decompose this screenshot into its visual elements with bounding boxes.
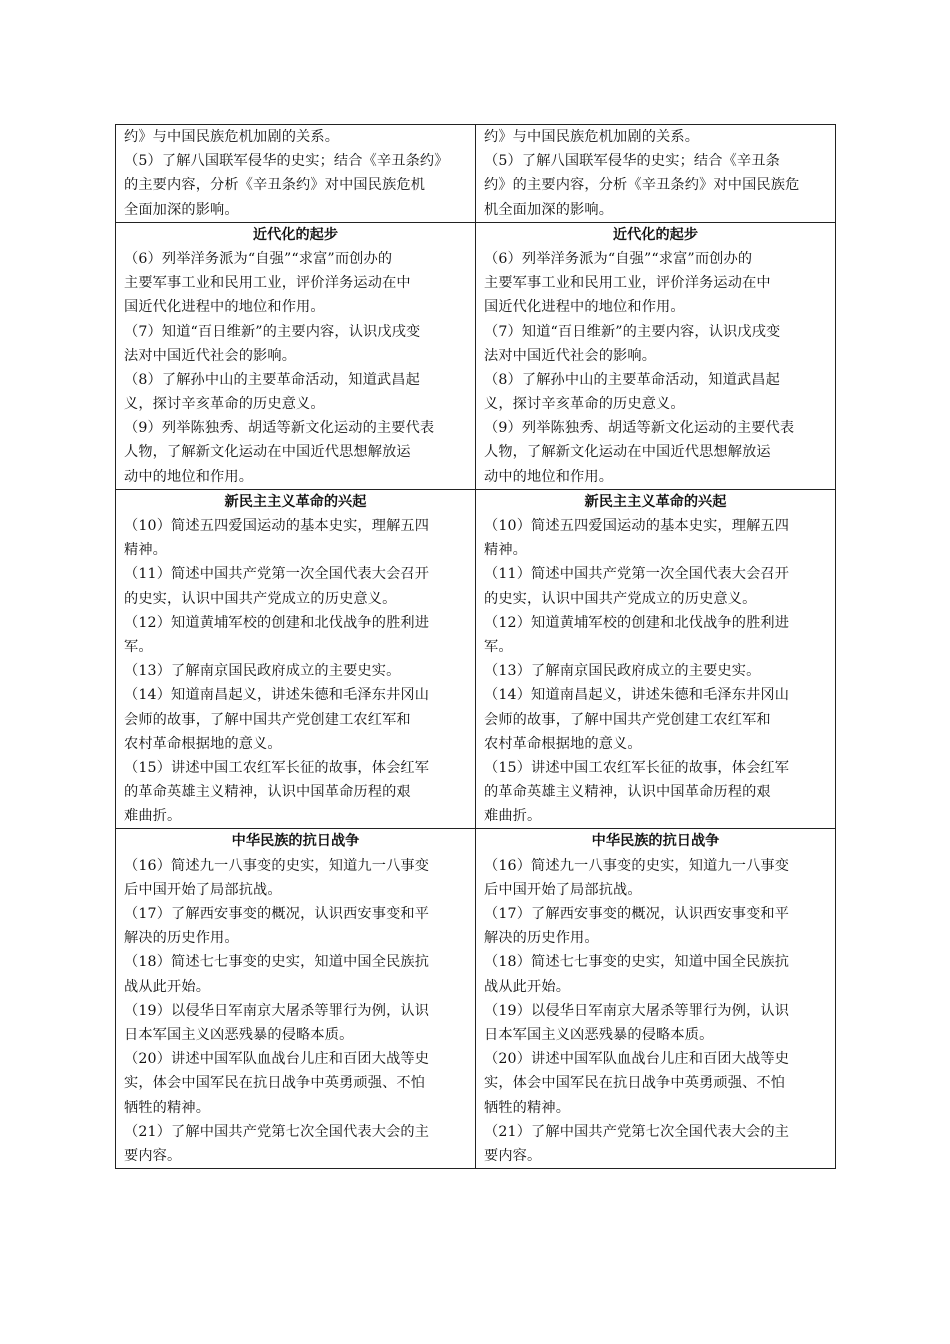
text-line: 精神。 — [484, 542, 528, 559]
text-line: 国近代化进程中的地位和作用。 — [484, 299, 685, 316]
text-line: （6）列举洋务派为“自强”“求富”而创办的 — [124, 250, 393, 267]
text-line: （13）了解南京国民政府成立的主要史实。 — [124, 663, 401, 680]
text-line: （12）知道黄埔军校的创建和北伐战争的胜利进 — [484, 614, 790, 631]
table-row — [116, 125, 836, 223]
text-line: （11）简述中国共产党第一次全国代表大会召开 — [484, 566, 790, 583]
text-line: （21）了解中国共产党第七次全国代表大会的主 — [484, 1123, 790, 1140]
text-line: 日本军国主义凶恶残暴的侵略本质。 — [124, 1026, 354, 1043]
text-line: 的革命英雄主义精神，认识中国革命历程的艰 — [124, 784, 411, 801]
text-line: 牺牲的精神。 — [484, 1099, 571, 1116]
text-line: （21）了解中国共产党第七次全国代表大会的主 — [124, 1123, 430, 1140]
text-line: 军。 — [124, 638, 153, 655]
text-line: （5）了解八国联军侵华的史实；结合《辛丑条 — [484, 153, 780, 170]
text-line: （20）讲述中国军队血战台儿庄和百团大战等史 — [484, 1051, 790, 1068]
text-line: 机全面加深的影响。 — [484, 201, 614, 218]
section-heading: 近代化的起步 — [252, 226, 339, 243]
text-line: 精神。 — [124, 542, 168, 559]
text-line: 解决的历史作用。 — [484, 930, 599, 947]
table-cell-right — [476, 489, 836, 829]
text-line: 战从此开始。 — [484, 978, 571, 995]
text-line: （18）简述七七事变的史实，知道中国全民族抗 — [484, 954, 790, 971]
text-line: （14）知道南昌起义，讲述朱德和毛泽东井冈山 — [124, 687, 430, 704]
text-line: （19）以侵华日军南京大屠杀等罪行为例，认识 — [124, 1002, 430, 1019]
text-line: （7）知道“百日维新”的主要内容，认识戊戌变 — [484, 323, 781, 340]
table-cell-left — [116, 829, 476, 1169]
text-line: 农村革命根据地的意义。 — [124, 735, 282, 752]
text-line: 动中的地位和作用。 — [484, 468, 614, 485]
text-line: 实，体会中国军民在抗日战争中英勇顽强、不怕 — [124, 1075, 426, 1092]
table-cell-right — [476, 125, 836, 223]
text-line: 的主要内容，分析《辛丑条约》对中国民族危机 — [124, 177, 426, 194]
text-line: 的革命英雄主义精神，认识中国革命历程的艰 — [484, 784, 771, 801]
text-line: 的史实，认识中国共产党成立的历史意义。 — [484, 590, 757, 607]
text-line: 战从此开始。 — [124, 978, 211, 995]
text-line: （7）知道“百日维新”的主要内容，认识戊戌变 — [124, 323, 421, 340]
section-heading: 近代化的起步 — [612, 226, 699, 243]
text-line: 会师的故事，了解中国共产党创建工农红军和 — [484, 711, 771, 728]
text-line: （12）知道黄埔军校的创建和北伐战争的胜利进 — [124, 614, 430, 631]
text-line: （14）知道南昌起义，讲述朱德和毛泽东井冈山 — [484, 687, 790, 704]
text-line: 实，体会中国军民在抗日战争中英勇顽强、不怕 — [484, 1075, 786, 1092]
text-line: 约》与中国民族危机加剧的关系。 — [484, 129, 700, 145]
text-line: （5）了解八国联军侵华的史实；结合《辛丑条约》 — [124, 153, 449, 170]
text-line: 约》的主要内容，分析《辛丑条约》对中国民族危 — [484, 177, 800, 194]
text-line: （10）简述五四爱国运动的基本史实，理解五四 — [484, 518, 790, 534]
table-row — [116, 829, 836, 1169]
text-line: 牺牲的精神。 — [124, 1099, 211, 1116]
text-line: （17）了解西安事变的概况，认识西安事变和平 — [484, 906, 790, 922]
text-line: 日本军国主义凶恶残暴的侵略本质。 — [484, 1026, 714, 1043]
text-line: 难曲折。 — [124, 808, 182, 825]
text-line: 法对中国近代社会的影响。 — [124, 347, 297, 364]
text-line: 后中国开始了局部抗战。 — [484, 881, 642, 898]
section-heading: 中华民族的抗日战争 — [231, 833, 360, 850]
comparison-table — [115, 124, 836, 1169]
text-line: 要内容。 — [484, 1147, 542, 1164]
text-line: （11）简述中国共产党第一次全国代表大会召开 — [124, 566, 430, 583]
text-line: （15）讲述中国工农红军长征的故事，体会红军 — [124, 759, 430, 776]
text-line: （19）以侵华日军南京大屠杀等罪行为例，认识 — [484, 1002, 790, 1019]
text-line: （16）简述九一八事变的史实，知道九一八事变 — [124, 857, 430, 874]
text-line: 人物，了解新文化运动在中国近代思想解放运 — [124, 444, 411, 461]
table-cell-right — [476, 829, 836, 1169]
text-line: 要内容。 — [124, 1147, 182, 1164]
text-line: 全面加深的影响。 — [124, 201, 239, 218]
text-line: 义，探讨辛亥革命的历史意义。 — [124, 396, 325, 413]
text-line: （8）了解孙中山的主要革命活动，知道武昌起 — [484, 371, 780, 388]
text-line: 主要军事工业和民用工业，评价洋务运动在中 — [124, 275, 411, 292]
text-line: （16）简述九一八事变的史实，知道九一八事变 — [484, 857, 790, 874]
text-line: 后中国开始了局部抗战。 — [124, 881, 282, 898]
table-cell-left — [116, 489, 476, 829]
table-cell-left — [116, 222, 476, 489]
section-heading: 新民主主义革命的兴起 — [584, 493, 727, 510]
text-line: 难曲折。 — [484, 808, 542, 825]
text-line: 军。 — [484, 638, 513, 655]
table-row — [116, 222, 836, 489]
text-line: （9）列举陈独秀、胡适等新文化运动的主要代表 — [124, 420, 435, 437]
text-line: （8）了解孙中山的主要革命活动，知道武昌起 — [124, 371, 420, 388]
text-line: （18）简述七七事变的史实，知道中国全民族抗 — [124, 954, 430, 971]
text-line: 国近代化进程中的地位和作用。 — [124, 299, 325, 316]
table-cell-left — [116, 125, 476, 223]
text-line: （9）列举陈独秀、胡适等新文化运动的主要代表 — [484, 420, 795, 437]
text-line: 约》与中国民族危机加剧的关系。 — [124, 129, 340, 145]
text-line: （13）了解南京国民政府成立的主要史实。 — [484, 663, 761, 680]
text-line: 法对中国近代社会的影响。 — [484, 347, 657, 364]
text-line: 会师的故事，了解中国共产党创建工农红军和 — [124, 711, 411, 728]
text-line: 解决的历史作用。 — [124, 930, 239, 947]
text-line: 动中的地位和作用。 — [124, 468, 254, 485]
text-line: （10）简述五四爱国运动的基本史实，理解五四 — [124, 518, 430, 534]
text-line: 农村革命根据地的意义。 — [484, 735, 642, 752]
table-body — [116, 125, 836, 1169]
text-line: （17）了解西安事变的概况，认识西安事变和平 — [124, 906, 430, 922]
section-heading: 新民主主义革命的兴起 — [224, 493, 367, 510]
text-line: 义，探讨辛亥革命的历史意义。 — [484, 396, 685, 413]
text-line: 的史实，认识中国共产党成立的历史意义。 — [124, 590, 397, 607]
text-line: （6）列举洋务派为“自强”“求富”而创办的 — [484, 250, 753, 267]
text-line: （20）讲述中国军队血战台儿庄和百团大战等史 — [124, 1051, 430, 1068]
text-line: 主要军事工业和民用工业，评价洋务运动在中 — [484, 275, 771, 292]
text-line: 人物，了解新文化运动在中国近代思想解放运 — [484, 444, 771, 461]
table-cell-right — [476, 222, 836, 489]
section-heading: 中华民族的抗日战争 — [591, 833, 720, 850]
table-row — [116, 489, 836, 829]
text-line: （15）讲述中国工农红军长征的故事，体会红军 — [484, 759, 790, 776]
